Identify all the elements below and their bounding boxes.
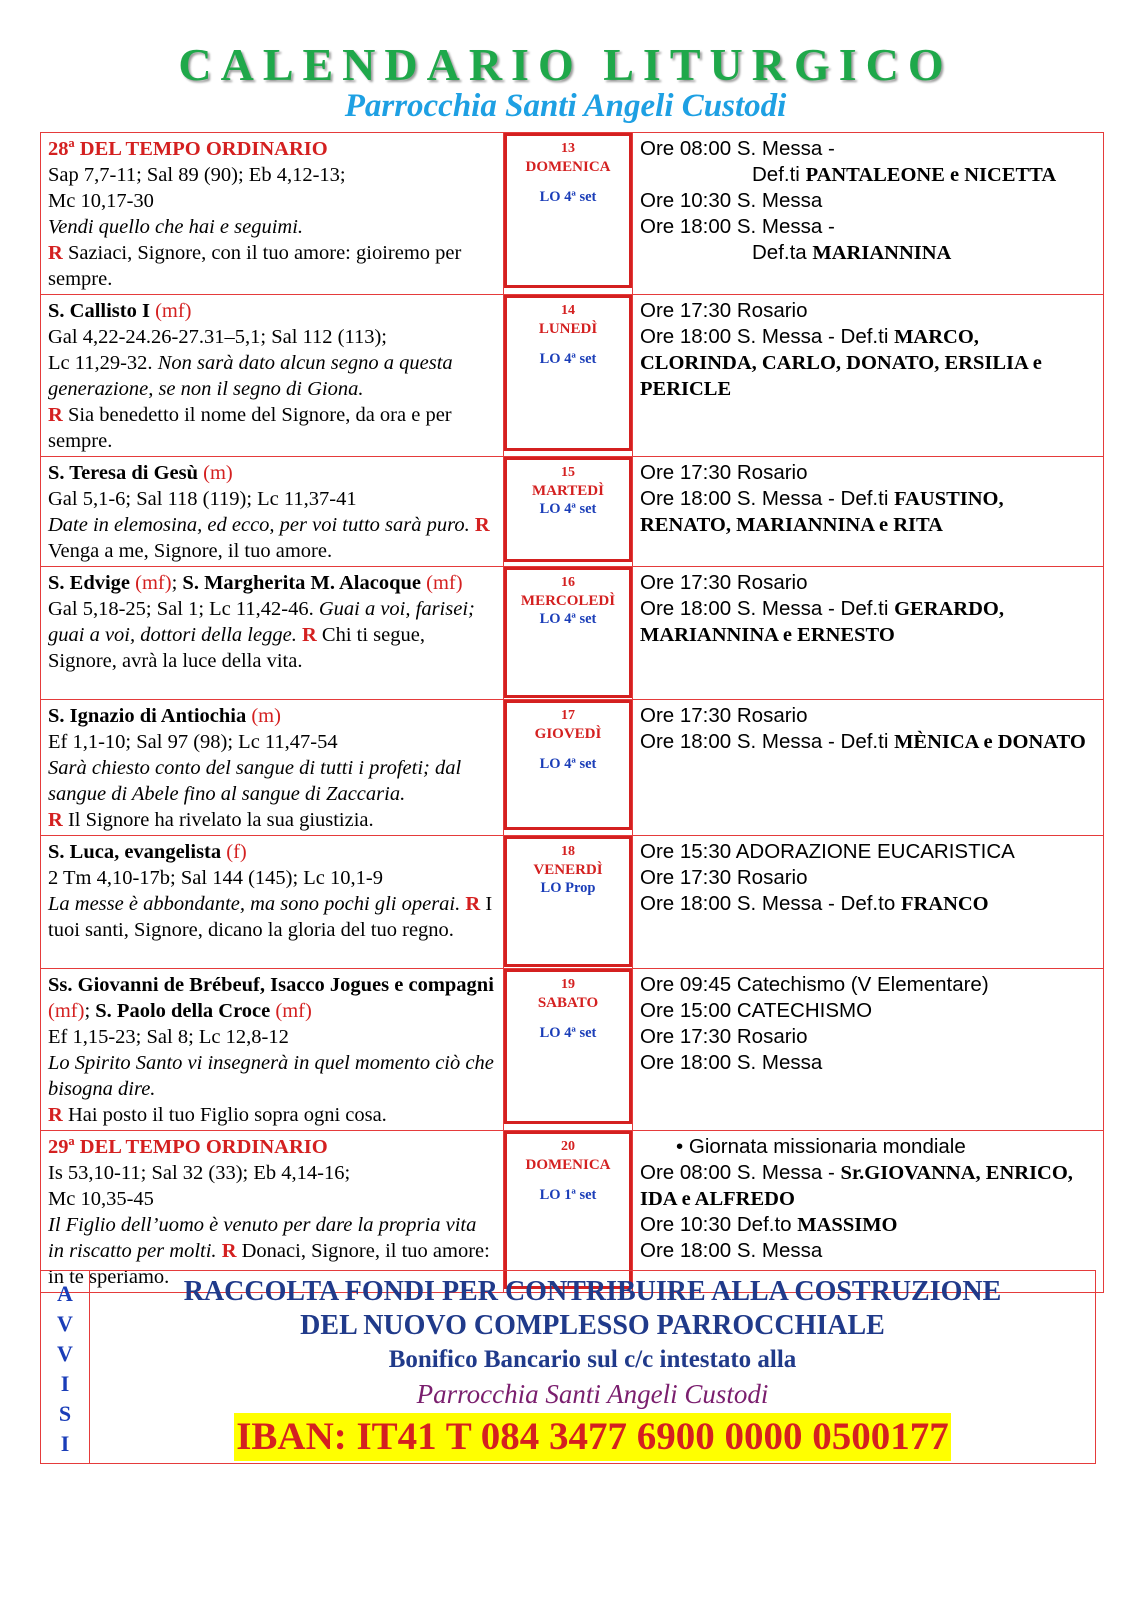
date-cell [504, 1131, 633, 1293]
day-number: 20 [561, 1139, 575, 1154]
events-cell [633, 969, 1104, 1131]
date-cell [504, 457, 633, 567]
antiphon: Sarà chiesto conto del sangue di tutti i profeti; dal sangue di Abele fino al sangue di Zaccaria. [48, 757, 462, 805]
day-name: MARTEDÌ [532, 483, 604, 499]
date-cell [504, 133, 633, 295]
rank: (mf) [48, 1000, 85, 1022]
response-marker: R [474, 514, 490, 536]
event-line: Ore 15:00 CATECHISMO [640, 999, 873, 1022]
antiphon: Il Figlio dell’uomo è venuto per dare la propria vita in riscatto per molti. [48, 1214, 477, 1262]
day-box [504, 969, 632, 1124]
deceased-names: FAUSTINO, RENATO, MARIANNINA e RITA [640, 488, 1004, 536]
celebration-title: 28ª DEL TEMPO ORDINARIO [48, 138, 328, 160]
day-row [41, 969, 1104, 1131]
fundraising-line: DEL NUOVO COMPLESSO PARROCCHIALE [300, 1310, 885, 1341]
date-cell [504, 969, 633, 1131]
office-week: LO 4ª set [539, 756, 597, 772]
readings-line: Lc 11,29-32. [48, 352, 153, 374]
day-box [504, 1131, 632, 1289]
office-week: LO 4ª set [539, 611, 597, 627]
readings-line: Ef 1,15-23; Sal 8; Lc 12,8-12 [48, 1026, 289, 1048]
response-marker: R [48, 242, 63, 264]
response-text: Sia benedetto il nome del Signore, da ora e per sempre. [48, 404, 452, 452]
liturgy-cell [41, 1131, 504, 1293]
event-line: Ore 18:00 S. Messa - [640, 215, 835, 238]
saint-name: Ss. Giovanni de Brébeuf, Isacco Jogues e compagni [48, 974, 494, 996]
response-marker: R [465, 893, 481, 915]
event-line: Ore 17:30 Rosario [640, 461, 808, 484]
day-name: LUNEDÌ [538, 321, 598, 337]
readings-line: Mc 10,17-30 [48, 190, 154, 212]
day-box [504, 700, 632, 830]
avvisi-label: A V V I S I [41, 1271, 90, 1464]
event-line: Ore 17:30 Rosario [640, 1025, 808, 1048]
events-cell [633, 295, 1104, 457]
office-week: LO Prop [540, 880, 596, 896]
event-line: Ore 18:00 S. Messa - Def.to [640, 892, 896, 915]
liturgy-cell [41, 836, 504, 969]
office-week: LO 4ª set [539, 351, 597, 367]
antiphon: Date in elemosina, ed ecco, per voi tutto sarà puro. [48, 514, 470, 536]
day-row [41, 567, 1104, 700]
day-name: GIOVEDÌ [534, 726, 602, 742]
deceased-names: Sr.GIOVANNA, ENRICO, IDA e ALFREDO [640, 1162, 1073, 1210]
events-cell [633, 836, 1104, 969]
day-box [504, 295, 632, 451]
event-line: Ore 18:00 S. Messa - Def.ti [640, 597, 889, 620]
events-cell [633, 457, 1104, 567]
events-cell [633, 700, 1104, 836]
day-row [41, 133, 1104, 295]
deceased-names: MASSIMO [797, 1214, 898, 1236]
readings-line: Gal 4,22-24.26-27.31–5,1; Sal 112 (113); [48, 326, 387, 348]
antiphon: Vendi quello che hai e seguimi. [48, 216, 304, 238]
office-week: LO 4ª set [539, 189, 597, 205]
office-week: LO 1ª set [539, 1187, 597, 1203]
event-line: Ore 15:30 ADORAZIONE EUCARISTICA [640, 840, 1015, 863]
day-row [41, 700, 1104, 836]
page-title: CALENDARIO LITURGICO [178, 39, 953, 90]
notices-table [40, 1270, 1096, 1464]
rank: (mf) [275, 1000, 312, 1022]
response-text: Saziaci, Signore, con il tuo amore: gioiremo per sempre. [48, 242, 462, 290]
day-row [41, 295, 1104, 457]
response-marker: R [48, 404, 63, 426]
day-box [504, 133, 632, 288]
saint-name: S. Callisto I [48, 300, 150, 322]
celebration-title: 29ª DEL TEMPO ORDINARIO [48, 1136, 328, 1158]
day-name: DOMENICA [525, 1157, 611, 1173]
day-number: 14 [561, 303, 575, 318]
events-cell [633, 567, 1104, 700]
events-cell [633, 133, 1104, 295]
fundraising-line: RACCOLTA FONDI PER CONTRIBUIRE ALLA COSTRUZIONE [183, 1276, 1002, 1307]
saint-name: S. Luca, evangelista [48, 841, 222, 863]
event-line: Def.ta MARIANNINA [752, 241, 952, 264]
event-line: Ore 18:00 S. Messa - Def.ti [640, 487, 889, 510]
day-name: SABATO [537, 995, 599, 1011]
day-row [41, 836, 1104, 969]
response-text: Hai posto il tuo Figlio sopra ogni cosa. [67, 1104, 387, 1126]
day-number: 15 [561, 465, 575, 480]
office-week: LO 4ª set [539, 1025, 597, 1041]
event-line: Ore 10:30 S. Messa [640, 189, 823, 212]
day-row [41, 457, 1104, 567]
deceased-names: GERARDO, MARIANNINA e ERNESTO [640, 598, 1004, 646]
date-cell [504, 295, 633, 457]
day-box [504, 836, 632, 967]
response-marker: R [48, 1104, 63, 1126]
parish-subtitle: Parrocchia Santi Angeli Custodi [344, 88, 787, 124]
antiphon: Lo Spirito Santo vi insegnerà in quel momento ciò che bisogna dire. [48, 1052, 494, 1100]
saint-name: S. Ignazio di Antiochia [48, 705, 247, 727]
deceased-names: MARCO, CLORINDA, CARLO, DONATO, ERSILIA e PERICLE [640, 326, 1042, 400]
readings-line: Mc 10,35-45 [48, 1188, 154, 1210]
calendar-table [40, 132, 1104, 1293]
liturgy-cell [41, 457, 504, 567]
readings-line: 2 Tm 4,10-17b; Sal 144 (145); Lc 10,1-9 [48, 867, 383, 889]
rank: (m) [203, 462, 233, 484]
day-name: MERCOLEDÌ [520, 593, 616, 609]
event-line: Ore 09:45 Catechismo (V Elementare) [640, 973, 989, 996]
readings-line: Sap 7,7-11; Sal 89 (90); Eb 4,12-13; [48, 164, 346, 186]
response-text: I tuoi santi, Signore, dicano la gloria del tuo regno. [48, 893, 493, 941]
event-line: Ore 18:00 S. Messa [640, 1239, 823, 1262]
response-marker: R [301, 624, 317, 646]
response-marker: R [48, 809, 63, 831]
event-line: Ore 08:00 S. Messa - [640, 1161, 835, 1184]
saint-name: S. Edvige [48, 572, 131, 594]
event-line: Ore 18:00 S. Messa - Def.ti [640, 730, 889, 753]
day-number: 19 [561, 977, 575, 992]
readings-line: Is 53,10-11; Sal 32 (33); Eb 4,14-16; [48, 1162, 351, 1184]
events-cell [633, 1131, 1104, 1293]
liturgy-cell [41, 295, 504, 457]
day-number: 17 [561, 708, 575, 723]
response-text: Donaci, Signore, il tuo amore: in te speriamo. [48, 1240, 490, 1288]
response-marker: R [221, 1240, 237, 1262]
liturgy-cell: Ss. Giovanni de Brébeuf, Isacco Jogues e compagni (mf); S. Paolo della Croce (mf) Ef 1,15-23; Sal 8; Lc 12,8-12 Lo Spirito Santo vi insegnerà in quel momento ciò che bisogna dire. R Hai posto il tuo Figlio sopra ogni cosa. [41, 969, 504, 1131]
event-line: Ore 17:30 Rosario [640, 704, 808, 727]
antiphon: Guai a voi, farisei; guai a voi, dottori della legge. [48, 598, 475, 646]
event-line: Ore 17:30 Rosario [640, 866, 808, 889]
event-line: Ore 10:30 Def.to [640, 1213, 792, 1236]
deceased-names: MÈNICA e DONATO [894, 731, 1086, 753]
date-cell [504, 700, 633, 836]
antiphon: La messe è abbondante, ma sono pochi gli operai. [48, 893, 461, 915]
response-text: Il Signore ha rivelato la sua giustizia. [67, 809, 374, 831]
readings-line: Ef 1,1-10; Sal 97 (98); Lc 11,47-54 [48, 731, 338, 753]
transfer-line: Bonifico Bancario sul c/c intestato alla [388, 1346, 797, 1373]
notices-content [90, 1271, 1096, 1464]
event-line: Def.ti PANTALEONE e NICETTA [752, 163, 1057, 186]
saint-name: S. Margherita M. Alacoque [182, 572, 421, 594]
date-cell [504, 567, 633, 700]
rank: (m) [251, 705, 281, 727]
response-text: Venga a me, Signore, il tuo amore. [48, 540, 333, 562]
liturgy-cell: S. Edvige (mf); S. Margherita M. Alacoque (mf) Gal 5,18-25; Sal 1; Lc 11,42-46. Guai a voi, farisei; guai a voi, dottori della legge. R Chi ti segue, Signore, avrà la luce della vita. [41, 567, 504, 700]
event-line: Ore 17:30 Rosario [640, 299, 808, 322]
event-line: Ore 17:30 Rosario [640, 571, 808, 594]
rank: (mf) [426, 572, 463, 594]
day-box [504, 457, 632, 562]
saint-name: S. Paolo della Croce [95, 1000, 271, 1022]
day-number: 18 [561, 844, 575, 859]
day-row [41, 1131, 1104, 1293]
readings-line: Gal 5,18-25; Sal 1; Lc 11,42-46. [48, 598, 314, 620]
liturgy-cell [41, 133, 504, 295]
event-line: Ore 18:00 S. Messa [640, 1051, 823, 1074]
date-cell [504, 836, 633, 969]
iban-highlight: IBAN: IT41 T 084 3477 6900 0000 0500177 [234, 1413, 951, 1461]
event-note: • Giornata missionaria mondiale [676, 1135, 966, 1158]
liturgy-cell [41, 700, 504, 836]
rank: (mf) [155, 300, 192, 322]
day-number: 13 [561, 141, 575, 156]
rank: (f) [226, 841, 247, 863]
day-name: DOMENICA [525, 159, 611, 175]
response-text: Chi ti segue, Signore, avrà la luce della vita. [48, 624, 425, 672]
day-name: VENERDÌ [533, 862, 603, 878]
event-line: Ore 18:00 S. Messa - Def.ti [640, 325, 889, 348]
antiphon: Non sarà dato alcun segno a questa generazione, se non il segno di Giona. [48, 352, 453, 400]
event-line: Ore 08:00 S. Messa - [640, 137, 835, 160]
office-week: LO 4ª set [539, 501, 597, 517]
account-holder: Parrocchia Santi Angeli Custodi [416, 1379, 769, 1409]
rank: (mf) [135, 572, 172, 594]
deceased-names: FRANCO [900, 893, 989, 915]
day-box [504, 567, 632, 698]
readings-line: Gal 5,1-6; Sal 118 (119); Lc 11,37-41 [48, 488, 357, 510]
day-number: 16 [561, 575, 575, 590]
saint-name: S. Teresa di Gesù [48, 462, 198, 484]
